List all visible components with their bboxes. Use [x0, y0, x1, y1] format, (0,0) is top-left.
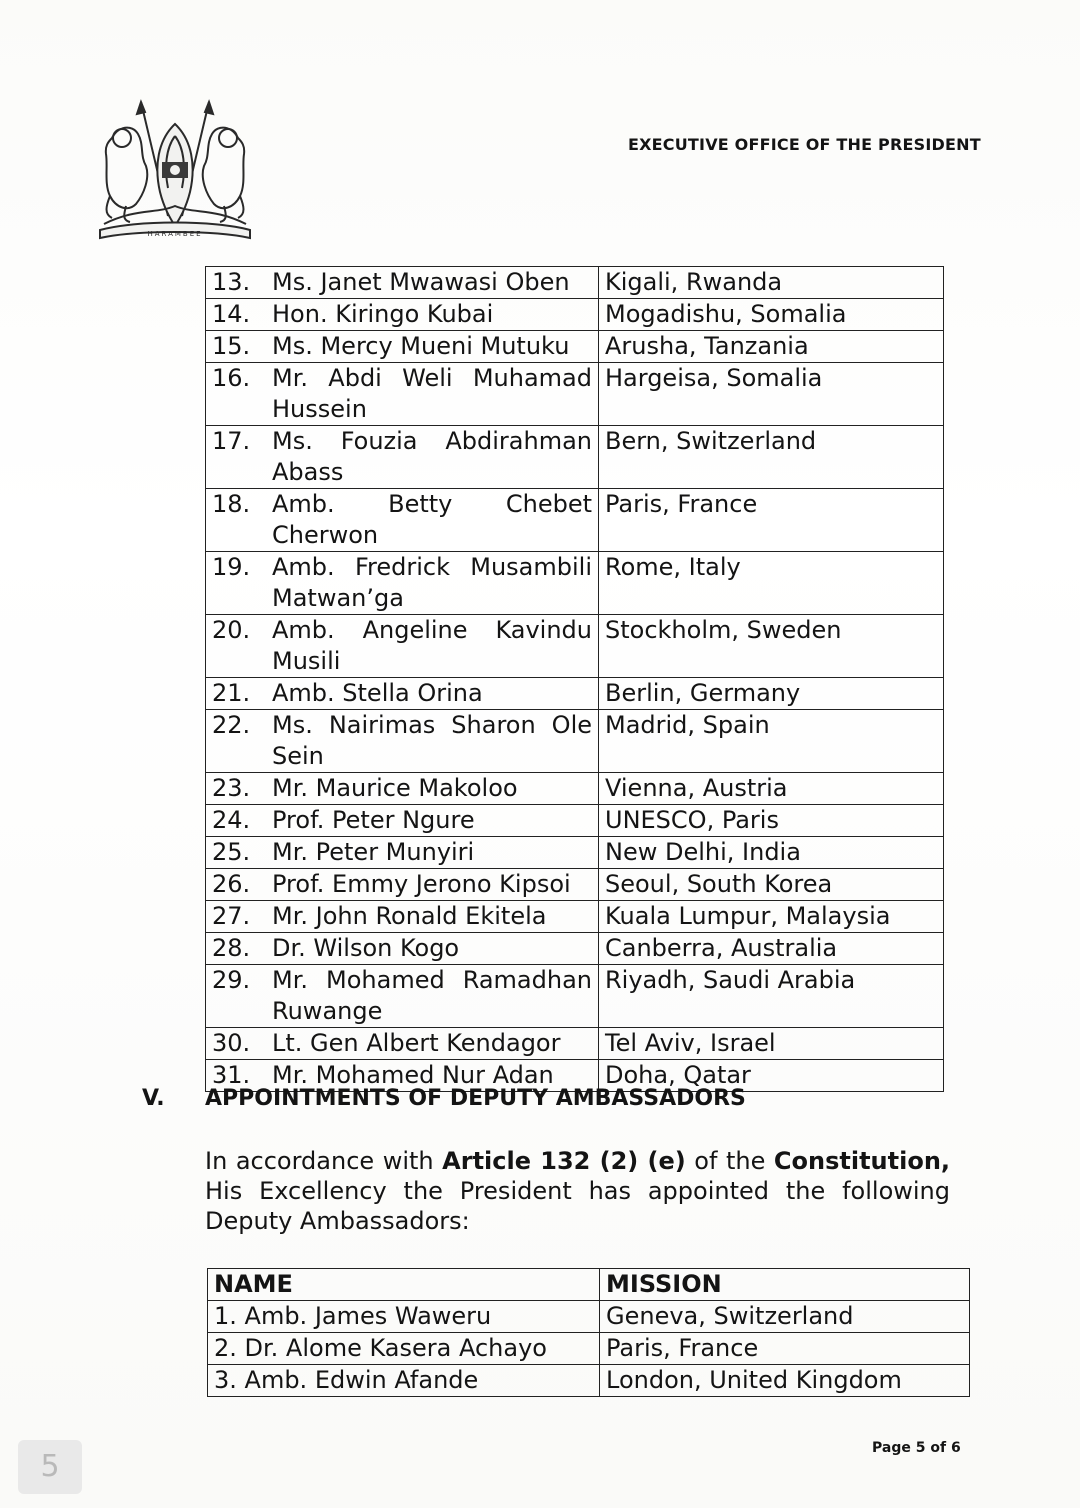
name-cell: [206, 965, 599, 1028]
name-cell: [206, 869, 599, 901]
name-cell: [206, 552, 599, 615]
table-row: [206, 710, 944, 773]
ambassador-name: Ms. Mercy Mueni Mutuku: [272, 332, 570, 360]
section-number: V.: [142, 1086, 165, 1111]
ambassador-name: Mr. Mohamed Ramadhan Ruwange: [272, 966, 592, 1025]
station-cell: Madrid, Spain: [599, 710, 944, 773]
row-number: 15.: [212, 332, 251, 360]
column-header-name: NAME: [208, 1269, 600, 1301]
row-number: 30.: [212, 1029, 251, 1057]
mission-cell: Geneva, Switzerland: [600, 1301, 970, 1333]
name-cell: [206, 710, 599, 773]
table-row: [206, 805, 944, 837]
station-cell: Canberra, Australia: [599, 933, 944, 965]
table-row: [206, 426, 944, 489]
name-cell: [206, 299, 599, 331]
station-cell: Rome, Italy: [599, 552, 944, 615]
name-cell: [206, 678, 599, 710]
name-cell: [206, 363, 599, 426]
name-cell: [206, 933, 599, 965]
table-row: [206, 869, 944, 901]
name-cell: [206, 615, 599, 678]
table-row: [206, 267, 944, 299]
table-row: [206, 837, 944, 869]
station-cell: Seoul, South Korea: [599, 869, 944, 901]
ambassador-name: Amb. Stella Orina: [272, 679, 483, 707]
row-number: 24.: [212, 806, 251, 834]
mission-cell: London, United Kingdom: [600, 1365, 970, 1397]
table-row: [206, 299, 944, 331]
page-label-mid: of: [925, 1440, 951, 1456]
ambassador-name: Prof. Peter Ngure: [272, 806, 475, 834]
row-number: 14.: [212, 300, 251, 328]
ambassador-name: Ms. Nairimas Sharon Ole Sein: [272, 711, 592, 770]
deputy-ambassadors-table: [207, 1268, 970, 1397]
station-cell: Kigali, Rwanda: [599, 267, 944, 299]
article-reference: Article 132 (2) (e): [442, 1147, 686, 1175]
station-cell: Vienna, Austria: [599, 773, 944, 805]
name-cell: [206, 901, 599, 933]
coat-of-arms-logo: [96, 96, 254, 246]
row-number: 18.: [212, 490, 251, 518]
station-cell: Berlin, Germany: [599, 678, 944, 710]
ambassador-name: Mr. Maurice Makoloo: [272, 774, 518, 802]
ambassadors-table: [205, 266, 944, 1092]
table-row: [206, 933, 944, 965]
table-header-row: [208, 1269, 970, 1301]
name-cell: [206, 331, 599, 363]
row-number: 21.: [212, 679, 251, 707]
column-header-mission: MISSION: [600, 1269, 970, 1301]
page-number-badge: 5: [18, 1440, 82, 1494]
station-cell: Arusha, Tanzania: [599, 331, 944, 363]
coat-of-arms-motto: HARAMBEE: [147, 230, 203, 238]
ambassador-name: Mr. Peter Munyiri: [272, 838, 475, 866]
paragraph-text: of the: [685, 1147, 774, 1175]
row-number: 13.: [212, 268, 251, 296]
row-number: 29.: [212, 966, 251, 994]
name-cell: [206, 805, 599, 837]
table-row: [206, 1028, 944, 1060]
page-current: 5: [915, 1440, 926, 1456]
row-number: 31.: [212, 1061, 251, 1089]
table-row: [208, 1333, 970, 1365]
name-cell: [206, 267, 599, 299]
row-number: 23.: [212, 774, 251, 802]
table-row: [208, 1365, 970, 1397]
ambassador-name: Amb. Fredrick Musambili Matwan’ga: [272, 553, 592, 612]
ambassador-name: Mr. John Ronald Ekitela: [272, 902, 547, 930]
table-row: [206, 678, 944, 710]
page-total: 6: [950, 1440, 961, 1456]
row-number: 16.: [212, 364, 251, 392]
row-number: 20.: [212, 616, 251, 644]
station-cell: New Delhi, India: [599, 837, 944, 869]
ambassador-name: Prof. Emmy Jerono Kipsoi: [272, 870, 571, 898]
table-row: [206, 965, 944, 1028]
name-cell: [206, 1028, 599, 1060]
table-row: [206, 901, 944, 933]
ambassador-name: Ms. Fouzia Abdirahman Abass: [272, 427, 592, 486]
station-cell: Riyadh, Saudi Arabia: [599, 965, 944, 1028]
table-row: [206, 363, 944, 426]
table-row: [206, 489, 944, 552]
paragraph-text: In accordance with: [205, 1147, 443, 1175]
ambassador-name: Hon. Kiringo Kubai: [272, 300, 494, 328]
ambassador-name: Mr. Mohamed Nur Adan: [272, 1061, 554, 1089]
page-label: Page: [872, 1440, 916, 1456]
ambassador-name: Dr. Wilson Kogo: [272, 934, 460, 962]
ambassador-name: Lt. Gen Albert Kendagor: [272, 1029, 561, 1057]
section-heading: APPOINTMENTS OF DEPUTY AMBASSADORS: [205, 1086, 746, 1111]
ambassador-name: Amb. Angeline Kavindu Musili: [272, 616, 592, 675]
table-row: [206, 552, 944, 615]
constitution-reference: Constitution,: [773, 1147, 951, 1175]
station-cell: Paris, France: [599, 489, 944, 552]
row-number: 19.: [212, 553, 251, 581]
table-row: [208, 1301, 970, 1333]
deputy-name-cell: 1. Amb. James Waweru: [208, 1301, 600, 1333]
deputy-name-cell: 3. Amb. Edwin Afande: [208, 1365, 600, 1397]
name-cell: [206, 489, 599, 552]
ambassador-name: Amb. Betty Chebet Cherwon: [272, 490, 592, 549]
row-number: 22.: [212, 711, 251, 739]
paragraph-text: His Excellency the President has appointed the following Deputy Ambassadors:: [205, 1177, 950, 1235]
table-row: [206, 773, 944, 805]
row-number: 25.: [212, 838, 251, 866]
row-number: 27.: [212, 902, 251, 930]
name-cell: [206, 773, 599, 805]
station-cell: Mogadishu, Somalia: [599, 299, 944, 331]
station-cell: Stockholm, Sweden: [599, 615, 944, 678]
deputy-name-cell: 2. Dr. Alome Kasera Achayo: [208, 1333, 600, 1365]
page-footer: [872, 1440, 961, 1456]
row-number: 28.: [212, 934, 251, 962]
row-number: 26.: [212, 870, 251, 898]
station-cell: Doha, Qatar: [599, 1060, 944, 1092]
table-row: [206, 615, 944, 678]
name-cell: [206, 426, 599, 489]
ambassador-name: Ms. Janet Mwawasi Oben: [272, 268, 570, 296]
office-header-title: EXECUTIVE OFFICE OF THE PRESIDENT: [628, 135, 981, 154]
table-row: [206, 331, 944, 363]
name-cell: [206, 837, 599, 869]
station-cell: Tel Aviv, Israel: [599, 1028, 944, 1060]
row-number: 17.: [212, 427, 251, 455]
ambassador-name: Mr. Abdi Weli Muhamad Hussein: [272, 364, 592, 423]
station-cell: Hargeisa, Somalia: [599, 363, 944, 426]
station-cell: UNESCO, Paris: [599, 805, 944, 837]
mission-cell: Paris, France: [600, 1333, 970, 1365]
station-cell: Bern, Switzerland: [599, 426, 944, 489]
station-cell: Kuala Lumpur, Malaysia: [599, 901, 944, 933]
appointment-paragraph: [205, 1146, 950, 1236]
